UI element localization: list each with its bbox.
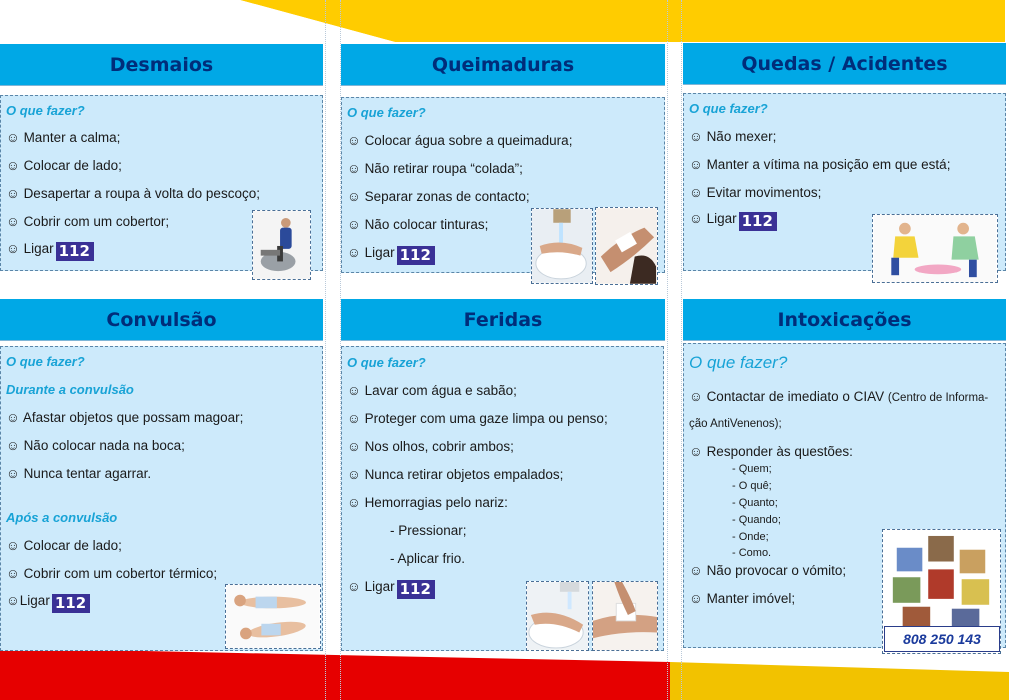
- list-item: ☺ Afastar objetos que possam magoar;: [6, 410, 244, 425]
- question-sub-item: - Quem;: [732, 463, 772, 475]
- list-item: ☺ Manter a vítima na posição em que está;: [689, 157, 951, 172]
- list-item: ☺ Desapertar a roupa à volta do pescoço;: [6, 186, 260, 201]
- column-guide: [681, 0, 682, 700]
- smiley-icon: ☺: [347, 189, 361, 204]
- question-label: O que fazer?: [347, 105, 426, 120]
- list-item: ☺ Não mexer;: [689, 129, 777, 144]
- column-guide: [325, 0, 326, 700]
- question-label: O que fazer?: [689, 101, 768, 116]
- list-item: ☺ Nos olhos, cobrir ambos;: [347, 439, 514, 454]
- accident-rescue-illustration: [872, 214, 998, 283]
- list-item: ☺ Manter a calma;: [6, 130, 121, 145]
- section-title-convulsao: Convulsão: [0, 299, 323, 341]
- fainting-illustration: [252, 210, 311, 280]
- wound-dressing-photo: [592, 581, 658, 651]
- smiley-icon: ☺: [689, 389, 703, 404]
- smiley-icon: ☺: [689, 591, 703, 606]
- call-item: ☺ Ligar 112: [347, 579, 435, 599]
- burn-water-photo: [531, 208, 593, 284]
- list-item: ☺ Nunca retirar objetos empalados;: [347, 467, 564, 482]
- ciav-phone-number: 808 250 143: [884, 626, 1000, 652]
- list-item: ☺ Cobrir com um cobertor térmico;: [6, 566, 218, 581]
- phone-112-badge: 112: [56, 242, 94, 261]
- smiley-icon: ☺: [6, 186, 20, 201]
- list-item: ☺ Não provocar o vómito;: [689, 563, 847, 578]
- list-item: ☺ Responder às questões:: [689, 444, 853, 459]
- smiley-icon: ☺: [347, 411, 361, 426]
- smiley-icon: ☺: [6, 130, 20, 145]
- question-label: O que fazer?: [6, 354, 85, 369]
- question-sub-item: - Quando;: [732, 514, 781, 526]
- wound-washing-photo: [526, 581, 589, 651]
- column-guide: [667, 0, 668, 700]
- question-sub-item: - Quanto;: [732, 497, 778, 509]
- question-label: O que fazer?: [347, 355, 426, 370]
- sub-item: - Pressionar;: [390, 523, 467, 538]
- section-title-quedas: Quedas / Acidentes: [683, 43, 1006, 85]
- list-item: ☺ Nunca tentar agarrar.: [6, 466, 152, 481]
- list-item: ☺ Contactar de imediato o CIAV (Centro de Informa-: [689, 389, 989, 404]
- smiley-icon: ☺: [6, 410, 20, 425]
- smiley-icon: ☺: [347, 439, 361, 454]
- list-item: ☺ Colocar água sobre a queimadura;: [347, 133, 573, 148]
- smiley-icon: ☺: [6, 214, 20, 229]
- seizure-position-illustration: [225, 584, 321, 649]
- list-item: ☺ Não colocar nada na boca;: [6, 438, 185, 453]
- list-item: ☺ Colocar de lado;: [6, 538, 122, 553]
- question-label: O que fazer?: [689, 353, 788, 372]
- smiley-icon: ☺: [347, 245, 361, 260]
- call-item: ☺ Ligar 112: [347, 245, 435, 265]
- smiley-icon: ☺: [689, 129, 703, 144]
- call-item: ☺ Ligar 112: [6, 241, 94, 261]
- section-title-desmaios: Desmaios: [0, 44, 323, 86]
- section-title-intoxicacoes: Intoxicações: [683, 299, 1006, 341]
- question-sub-item: - Onde;: [732, 531, 769, 543]
- smiley-icon: ☺: [347, 161, 361, 176]
- smiley-icon: ☺: [347, 133, 361, 148]
- smiley-icon: ☺: [347, 217, 361, 232]
- question-label: O que fazer?: [6, 103, 85, 118]
- call-item: ☺Ligar 112: [6, 593, 90, 613]
- smiley-icon: ☺: [347, 383, 361, 398]
- list-item: ☺ Não retirar roupa “colada”;: [347, 161, 523, 176]
- list-item: ☺ Manter imóvel;: [689, 591, 796, 606]
- phone-112-badge: 112: [397, 246, 435, 265]
- list-item: ☺ Separar zonas de contacto;: [347, 189, 530, 204]
- sub-item: - Aplicar frio.: [390, 551, 466, 566]
- smiley-icon: ☺: [6, 241, 20, 256]
- smiley-icon: ☺: [689, 444, 703, 459]
- call-item: ☺ Ligar 112: [689, 211, 777, 231]
- subheading-after: Após a convulsão: [6, 510, 118, 525]
- list-item-continuation: ção AntiVenenos);: [689, 418, 782, 430]
- smiley-icon: ☺: [6, 466, 20, 481]
- smiley-icon: ☺: [347, 467, 361, 482]
- list-item: ☺ Hemorragias pelo nariz:: [347, 495, 508, 510]
- list-item: ☺ Lavar com água e sabão;: [347, 383, 517, 398]
- subheading-during: Durante a convulsão: [6, 382, 134, 397]
- smiley-icon: ☺: [6, 566, 20, 581]
- smiley-icon: ☺: [689, 185, 703, 200]
- smiley-icon: ☺: [689, 563, 703, 578]
- phone-112-badge: 112: [739, 212, 777, 231]
- smiley-icon: ☺: [6, 438, 20, 453]
- smiley-icon: ☺: [6, 158, 20, 173]
- question-sub-item: - Como.: [732, 547, 772, 559]
- list-item: ☺ Não colocar tinturas;: [347, 217, 489, 232]
- section-title-queimaduras: Queimaduras: [341, 44, 665, 86]
- section-title-feridas: Feridas: [341, 299, 665, 341]
- smiley-icon: ☺: [6, 593, 20, 608]
- burn-hand-photo: [595, 207, 658, 285]
- phone-112-badge: 112: [397, 580, 435, 599]
- smiley-icon: ☺: [689, 157, 703, 172]
- phone-112-badge: 112: [52, 594, 90, 613]
- smiley-icon: ☺: [689, 211, 703, 226]
- list-item: ☺ Evitar movimentos;: [689, 185, 822, 200]
- question-sub-item: - O quê;: [732, 480, 772, 492]
- list-item: ☺ Proteger com uma gaze limpa ou penso;: [347, 411, 608, 426]
- smiley-icon: ☺: [347, 579, 361, 594]
- list-item: ☺ Colocar de lado;: [6, 158, 122, 173]
- smiley-icon: ☺: [6, 538, 20, 553]
- list-item: ☺ Cobrir com um cobertor;: [6, 214, 170, 229]
- smiley-icon: ☺: [347, 495, 361, 510]
